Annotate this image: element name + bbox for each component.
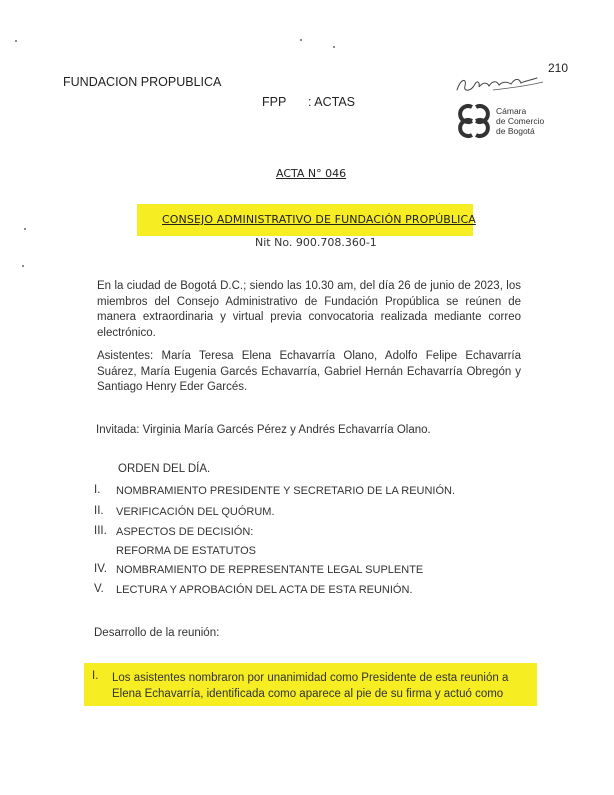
section-number: I.: [92, 670, 99, 682]
agenda-item-text: LECTURA Y APROBACIÓN DEL ACTA DE ESTA REUNIÓN.: [116, 584, 413, 596]
agenda-item-number: I.: [94, 484, 101, 496]
logo-line-2: de Comercio: [496, 116, 545, 126]
acta-title: ACTA N° 046: [276, 167, 347, 180]
scan-speck: [15, 40, 17, 42]
invited-line: Invitada: Virginia María Garcés Pérez y Andrés Echavarría Olano.: [96, 424, 431, 436]
agenda-item-number: II.: [94, 505, 104, 517]
agenda-item-text: NOMBRAMIENTO DE REPRESENTANTE LEGAL SUPLENTE: [116, 564, 424, 576]
agenda-item-text: ASPECTOS DE DECISIÓN:: [116, 526, 254, 538]
agenda-item-number: IV.: [94, 563, 108, 575]
opening-paragraph: En la ciudad de Bogotá D.C.; siendo las 10.30 am, del día 26 de junio de 2023, los miembros del Consejo Administrativo de Fundación Propública se reúnen de manera extraordinaria y virtual previa convocatoria realizada mediante correo electrónico.: [97, 280, 521, 339]
council-title: CONSEJO ADMINISTRATIVO DE FUNDACIÓN PROPÚBLICA: [162, 213, 476, 226]
development-title: Desarrollo de la reunión:: [94, 627, 220, 639]
scan-speck: [333, 46, 335, 48]
scan-speck: [22, 265, 24, 267]
nit-number: Nit No. 900.708.360-1: [255, 236, 377, 249]
organization-name: FUNDACION PROPUBLICA: [63, 75, 222, 89]
document-section: : ACTAS: [308, 95, 356, 109]
scan-speck: [24, 228, 26, 230]
page-number: 210: [547, 61, 568, 75]
scan-speck: [300, 39, 302, 41]
signature-icon: [453, 72, 548, 98]
logo-line-1: Cámara: [496, 106, 527, 116]
section-text: Los asistentes nombraron por unanimidad como Presidente de esta reunión a Elena Echavarría, identificada como aparece al pie de su firma y actuó como: [112, 672, 509, 700]
agenda-item-number: III.: [94, 525, 107, 537]
logo-line-3: de Bogotá: [496, 126, 535, 136]
agenda-item-text: NOMBRAMIENTO PRESIDENTE Y SECRETARIO DE LA REUNIÓN.: [116, 485, 456, 497]
chamber-logo-icon: [456, 103, 492, 139]
agenda-title: ORDEN DEL DÍA.: [118, 463, 211, 475]
agenda-item-text: VERIFICACIÓN DEL QUÓRUM.: [116, 506, 275, 518]
document-code: FPP: [262, 95, 287, 109]
agenda-subitem-text: REFORMA DE ESTATUTOS: [116, 545, 256, 557]
attendees-paragraph: Asistentes: María Teresa Elena Echavarría Olano, Adolfo Felipe Echavarría Suárez, María Eugenia Garcés Echavarría, Gabriel Hernán Echavarría Obregón y Santiago Henry Eder Garcés.: [97, 350, 521, 393]
agenda-item-number: V.: [94, 583, 104, 595]
chamber-of-commerce-logo: [456, 101, 544, 141]
